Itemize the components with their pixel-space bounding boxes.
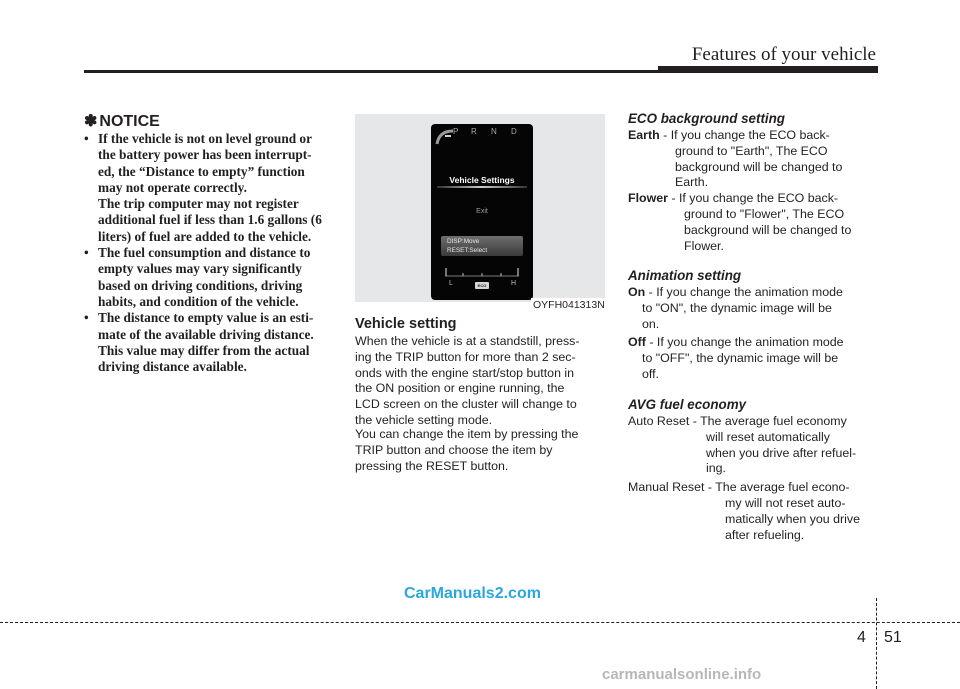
text-line: the ON position or engine running, the — [355, 381, 565, 396]
definition-text: matically when you drive — [725, 511, 860, 526]
lcd-help-line: DISP:Move — [447, 238, 480, 245]
section-number: 4 — [857, 629, 866, 646]
notice-line: driving distance available. — [98, 359, 247, 375]
section-title: Features of your vehicle — [691, 44, 876, 65]
avg-fuel-list — [628, 414, 878, 543]
definition-term: Flower — [628, 191, 668, 206]
bullet-icon: • — [84, 131, 89, 146]
notice-line: may not operate correctly. — [98, 179, 247, 195]
gauge-high-label: H — [511, 280, 517, 287]
speed-arc-icon — [435, 128, 465, 146]
definition-text: to "OFF", the dynamic image will be — [642, 351, 839, 366]
eco-background-heading: ECO background setting — [628, 111, 785, 126]
notice-star-icon: ✽ — [84, 113, 98, 130]
bullet-icon: • — [84, 310, 89, 326]
definition-item — [628, 335, 878, 382]
definition-item — [628, 191, 878, 254]
definition-item — [628, 285, 878, 332]
vehicle-setting-paragraph — [355, 334, 603, 429]
notice-line: liters) of fuel are added to the vehicle. — [98, 228, 312, 244]
notice-heading-text: NOTICE — [99, 113, 160, 130]
definition-text: - If you change the ECO back- — [667, 191, 839, 206]
text-line: When the vehicle is at a standstill, press- — [355, 334, 580, 348]
lcd-help-line: RESET:Select — [447, 247, 488, 254]
notice-line: ed, the “Distance to empty” function — [98, 163, 305, 179]
definition-term: Off — [628, 335, 646, 350]
vehicle-setting-paragraph — [355, 427, 603, 474]
definition-item — [628, 480, 878, 543]
notice-line: empty values may vary significantly — [98, 261, 302, 277]
definition-term: Earth — [628, 128, 660, 142]
page-number: 51 — [884, 629, 902, 646]
lcd-title: Vehicle Settings — [449, 175, 515, 185]
text-line: onds with the engine start/stop button in — [355, 365, 575, 380]
figure-code: OYFH041313N — [533, 299, 605, 311]
header-rule-tab — [658, 66, 878, 73]
notice-heading — [84, 111, 160, 131]
gear-p: P — [453, 127, 459, 136]
definition-text: will reset automatically — [706, 429, 830, 444]
definition-text: - The average fuel econo- — [704, 480, 850, 495]
definition-text: - If you change the animation mode — [645, 285, 843, 299]
definition-text: on. — [642, 316, 660, 331]
definition-item — [628, 128, 878, 191]
text-line: ing the TRIP button for more than 2 sec- — [355, 349, 576, 364]
notice-line: The trip computer may not register — [98, 196, 299, 212]
definition-text: when you drive after refuel- — [706, 445, 857, 460]
text-line: pressing the RESET button. — [355, 458, 509, 473]
definition-text: to "ON", the dynamic image will be — [642, 300, 832, 315]
definition-text: Earth. — [675, 175, 709, 190]
footer-divider — [876, 598, 877, 689]
footer-dashed-rule — [0, 622, 960, 623]
notice-line: The distance to empty value is an esti- — [98, 310, 314, 326]
definition-term: Auto Reset — [628, 414, 690, 428]
eco-badge-icon: ECO — [475, 282, 489, 289]
notice-line: This value may differ from the actual — [98, 342, 310, 358]
notice-line: If the vehicle is not on level ground or — [98, 131, 312, 146]
definition-text: my will not reset auto- — [725, 495, 846, 510]
text-line: TRIP button and choose the item by — [355, 442, 553, 457]
definition-item — [628, 414, 878, 477]
definition-text: background will be changed to — [675, 159, 843, 174]
notice-line: habits, and condition of the vehicle. — [98, 293, 299, 309]
definition-text: after refueling. — [725, 527, 805, 542]
lcd-help-box — [441, 236, 523, 256]
gear-r: R — [471, 127, 477, 136]
gauge-low-label: L — [449, 280, 453, 287]
notice-line: based on driving conditions, driving — [98, 277, 303, 293]
definition-text: Flower. — [684, 238, 724, 253]
notice-line: The fuel consumption and distance to — [98, 245, 311, 261]
notice-item — [84, 310, 336, 375]
notice-line: mate of the available driving distance. — [98, 326, 314, 342]
definition-text: off. — [642, 366, 659, 381]
eco-background-list — [628, 128, 878, 254]
notice-item — [84, 131, 336, 245]
definition-text: - The average fuel economy — [689, 414, 847, 428]
lcd-screen — [431, 124, 533, 300]
definition-text: ing. — [706, 461, 726, 476]
animation-list — [628, 285, 878, 383]
text-line: the vehicle setting mode. — [355, 412, 493, 427]
definition-text: background will be changed to — [684, 222, 852, 237]
notice-list — [84, 131, 336, 375]
notice-item — [84, 245, 336, 310]
definition-term: Manual Reset — [628, 480, 705, 495]
text-line: LCD screen on the cluster will change to — [355, 397, 577, 412]
vehicle-setting-heading: Vehicle setting — [355, 316, 457, 332]
definition-term: On — [628, 285, 646, 299]
avg-fuel-heading: AVG fuel economy — [628, 397, 747, 412]
definition-text: - If you change the animation mode — [645, 335, 844, 350]
bullet-icon: • — [84, 245, 89, 261]
gauge-scale-icon — [443, 264, 521, 282]
definition-text: ground to "Earth", The ECO — [675, 143, 828, 158]
footer-site-link[interactable]: carmanualsonline.info — [602, 666, 762, 683]
notice-line: the battery power has been interrupt- — [98, 147, 312, 163]
gear-n: N — [491, 127, 497, 136]
lcd-title-underline — [437, 186, 527, 188]
definition-text: ground to "Flower", The ECO — [684, 206, 845, 221]
gear-d: D — [511, 127, 517, 136]
animation-heading: Animation setting — [628, 268, 742, 283]
definition-text: - If you change the ECO back- — [659, 128, 830, 142]
text-line: You can change the item by pressing the — [355, 427, 579, 441]
notice-line: additional fuel if less than 1.6 gallons (6 — [98, 212, 322, 228]
lcd-exit-item: Exit — [476, 208, 488, 215]
watermark-link[interactable]: CarManuals2.com — [404, 585, 541, 602]
